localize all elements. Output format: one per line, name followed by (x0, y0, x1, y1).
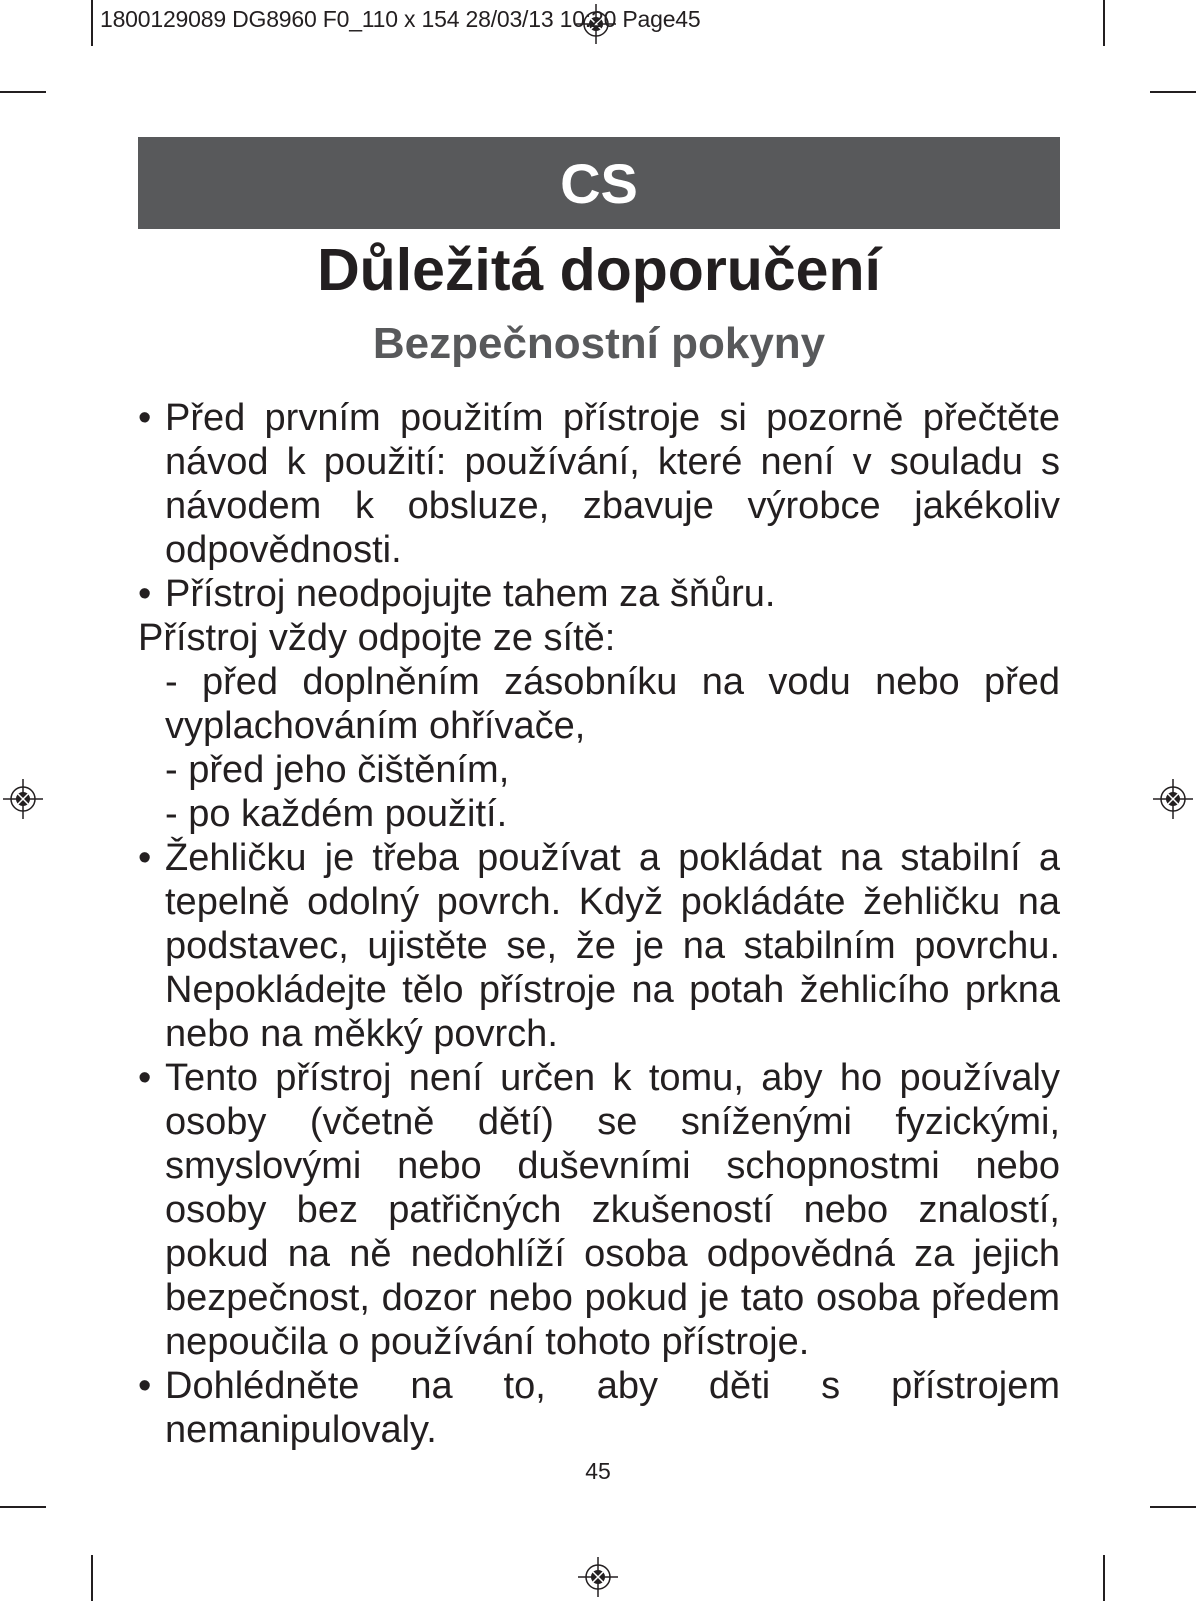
bullet-item: • Přístroj neodpojujte tahem za šňůru. (138, 572, 1060, 616)
crop-mark (1103, 0, 1105, 46)
language-code: CS (560, 151, 638, 215)
crop-mark (1150, 91, 1196, 93)
registration-mark-icon (1153, 779, 1193, 819)
page-number: 45 (585, 1458, 611, 1484)
instruction-line: Přístroj vždy odpojte ze sítě: (138, 617, 616, 659)
section-subtitle: Bezpečnostní pokyny (372, 319, 826, 368)
bullet-item: • Před prvním použitím přístroje si pozorně přečtěte návod k použití: používání, které není v souladu s návodem k obsluze, zbavuje výrobce jakékoliv odpovědnosti. (138, 396, 1060, 572)
registration-mark-icon (578, 1557, 618, 1597)
bullet-item: • Tento přístroj není určen k tomu, aby ho používaly osoby (včetně dětí) se sníženými fyzickými, smyslovými nebo duševními schopnostmi nebo osoby bez patřičných zkušeností nebo znalostí, pokud na ně nedohlíží osoba odpovědná za jejich bezpečnost, dozor nebo pokud je tato osoba předem nepoučila o používání tohoto přístroje. (138, 1056, 1060, 1364)
crop-mark (0, 91, 46, 93)
page-title: Důležitá doporučení (317, 237, 881, 303)
safety-instructions (138, 396, 1060, 1452)
language-bar (138, 137, 1060, 229)
registration-mark-icon (3, 779, 43, 819)
dash-item: - po každém použití. (165, 793, 508, 835)
print-slug-line: 1800129089 DG8960 F0_110 x 154 28/03/13 10:20 Page45 (100, 6, 701, 32)
dash-item: - před jeho čištěním, (165, 749, 510, 791)
crop-mark (91, 0, 93, 46)
crop-mark (1103, 1555, 1105, 1601)
bullet-item: • Dohlédněte na to, aby děti s přístrojem nemanipulovaly. (138, 1364, 1060, 1452)
crop-mark (0, 1506, 46, 1508)
crop-mark (1150, 1506, 1196, 1508)
bullet-item: • Žehličku je třeba používat a pokládat na stabilní a tepelně odolný povrch. Když pokládáte žehličku na podstavec, ujistěte se, že je na stabilním povrchu. Nepokládejte tělo přístroje na potah žehlicího prkna nebo na měkký povrch. (138, 836, 1060, 1056)
crop-mark (91, 1555, 93, 1601)
dash-item: - před doplněním zásobníku na vodu nebo před vyplachováním ohřívače, (165, 661, 1060, 747)
